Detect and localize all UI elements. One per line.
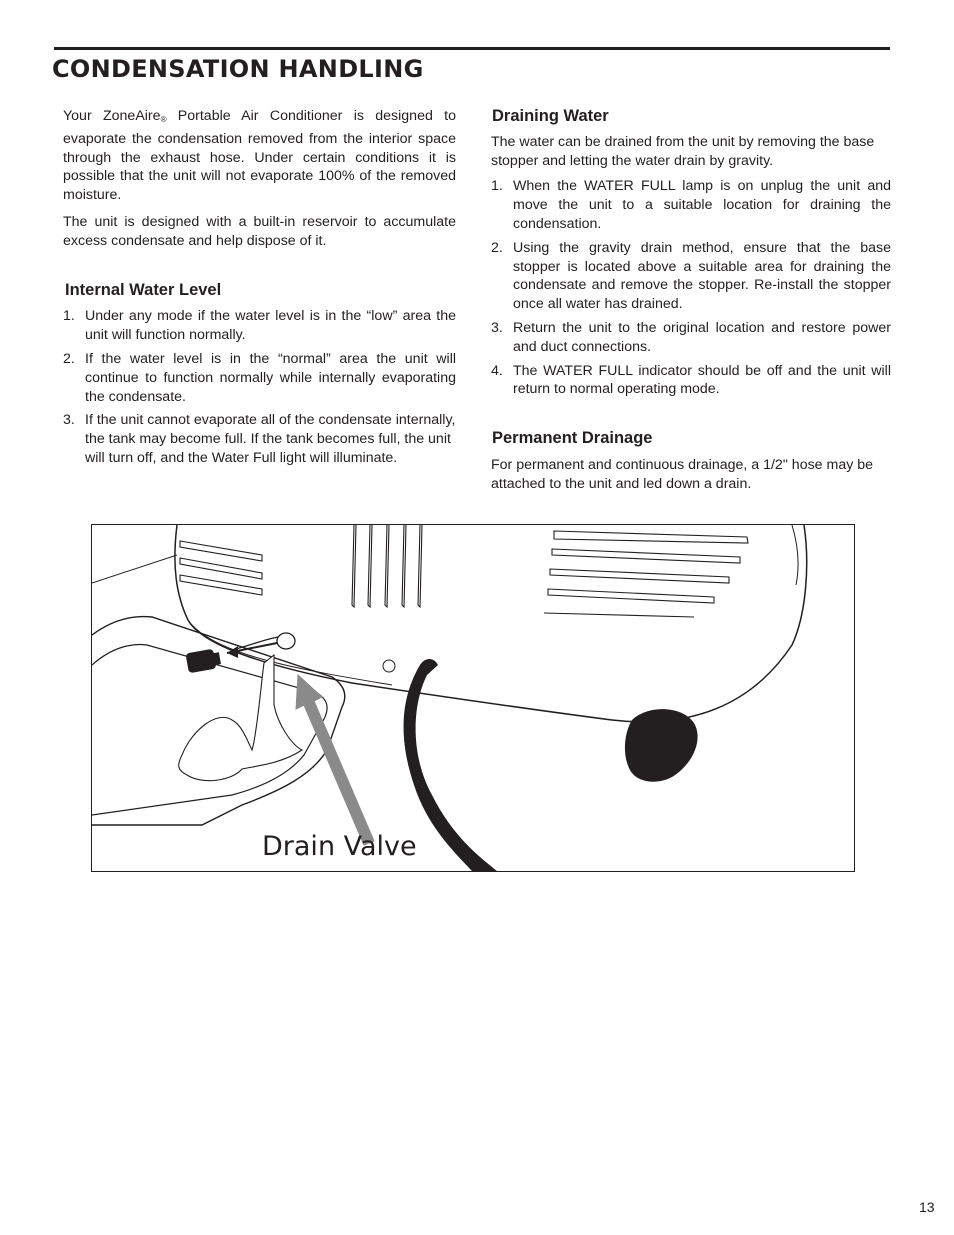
list-item — [491, 362, 891, 400]
page-title: CONDENSATION HANDLING — [52, 55, 424, 83]
internal-water-level-list — [63, 307, 456, 467]
drain-valve-label: Drain Valve — [262, 831, 417, 862]
list-number: 1. — [491, 178, 503, 195]
list-number: 3. — [491, 319, 503, 336]
intro-paragraph-1 — [63, 107, 456, 205]
right-column — [491, 107, 891, 502]
internal-water-level-heading: Internal Water Level — [65, 280, 222, 299]
list-number: 1. — [63, 308, 75, 325]
page-number: 13 — [919, 1199, 935, 1215]
list-number: 2. — [491, 239, 503, 256]
list-text: Return the unit to the original location and restore power and duct connections. — [513, 319, 891, 355]
list-item — [63, 350, 456, 406]
permanent-drainage-heading: Permanent Drainage — [492, 429, 653, 448]
list-number: 3. — [63, 412, 75, 429]
list-number: 4. — [491, 362, 503, 379]
draining-water-intro: The water can be drained from the unit by removing the base stopper and letting the water drain by gravity. — [491, 133, 875, 169]
title-rule — [54, 47, 890, 50]
drain-valve-figure — [91, 524, 855, 872]
list-number: 2. — [63, 350, 75, 367]
registered-mark: ® — [160, 115, 167, 124]
draining-water-heading: Draining Water — [492, 107, 609, 125]
list-item — [491, 239, 891, 314]
list-text: Under any mode if the water level is in the “low” area the unit will function normally. — [85, 308, 456, 344]
draining-water-list — [491, 177, 891, 399]
list-item — [491, 319, 891, 357]
list-text: If the water level is in the “normal” area the unit will continue to function normally while internally evaporating the condensate. — [85, 350, 456, 405]
drain-valve-arrow — [296, 675, 374, 845]
left-column — [63, 107, 456, 473]
permanent-drainage-text: For permanent and continuous drainage, a 1/2" hose may be attached to the unit and led down a drain. — [491, 456, 874, 492]
drain-valve-illustration — [92, 525, 854, 871]
list-text: When the WATER FULL lamp is on unplug the unit and move the unit to a suitable location for draining the condensation. — [513, 178, 891, 232]
list-item — [491, 177, 891, 233]
list-item — [63, 307, 456, 345]
list-item — [63, 411, 456, 467]
list-text: The WATER FULL indicator should be off and the unit will return to normal operating mode. — [513, 362, 891, 398]
intro-paragraph-2: The unit is designed with a built-in reservoir to accumulate excess condensate and help dispose of it. — [63, 213, 456, 249]
intro-text-start: Your ZoneAire — [63, 108, 161, 124]
list-text: If the unit cannot evaporate all of the condensate internally, the tank may become full. If the tank becomes full, the unit will turn off, and the Water Full light will illuminate. — [85, 412, 456, 466]
intro-text-end: Portable Air Conditioner is designed to evaporate the condensation removed from the interior space through the exhaust hose. Under certain conditions it is possible that the unit will not evaporate 100% of the removed moisture. — [63, 108, 456, 204]
list-text: Using the gravity drain method, ensure that the base stopper is located above a suitable area for draining the condensate and remove the stopper. Re-install the stopper once all water has drained. — [513, 239, 891, 313]
